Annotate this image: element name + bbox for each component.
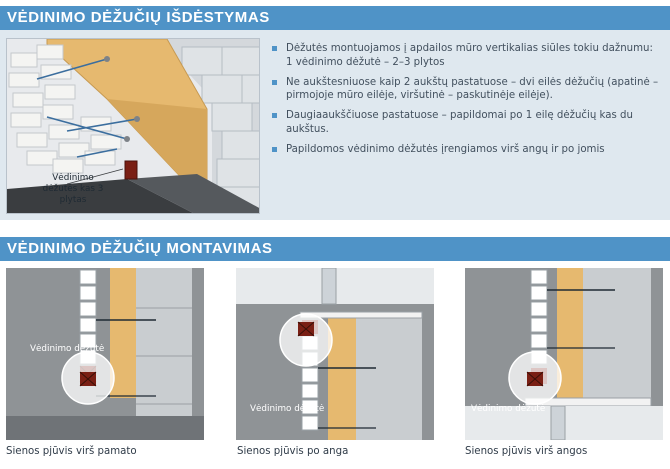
bullet-text: Papildomos vėdinimo dėžutės įrengiamos virš angų ir po jomis [286, 143, 605, 155]
figure-caption: Sienos pjūvis virš angos [465, 446, 588, 457]
vent-box-label: Vėdinimo dėžutė [30, 344, 105, 354]
bullet-text: Ne aukštesniuose kaip 2 aukštų pastatuose – dvi eilės dėžučių (apatinė – pirmojoje mūro eilėje, viršutinė – paskutinėje eilėje). [286, 76, 659, 101]
bullet-text: Daugiaaukščiuose pastatuose – papildomai po 1 eilę dėžučių kas du aukštus. [286, 110, 633, 135]
vent-box-label: Vėdinimo dėžutė [250, 404, 325, 414]
layout-bullet-list [272, 42, 662, 163]
bullet-text: Dėžutės montuojamos į apdailos mūro vertikalias siūles tokiu dažnumu: 1 vėdinimo dėžutė – 2–3 plytos [286, 43, 653, 68]
figure-caption: Sienos pjūvis virš pamato [6, 446, 137, 457]
bullet-square-icon [272, 46, 277, 51]
wall-section-above-opening [465, 268, 663, 440]
list-item [272, 109, 662, 136]
list-item [272, 76, 662, 103]
brick-wall-illustration [6, 38, 260, 214]
wall-section-below-opening [236, 268, 434, 440]
section-title-installation: VĖDINIMO DĖŽUČIŲ MONTAVIMAS [0, 237, 670, 261]
vent-box-label: Vėdinimo dėžutė [471, 404, 546, 414]
bullet-square-icon [272, 147, 277, 152]
section-title-layout: VĖDINIMO DĖŽUČIŲ IŠDĖSTYMAS [0, 6, 670, 30]
bullet-square-icon [272, 113, 277, 118]
list-item [272, 143, 662, 157]
wall-section-above-foundation [6, 268, 204, 440]
bullet-square-icon [272, 80, 277, 85]
figure-caption: Sienos pjūvis po anga [237, 446, 349, 457]
list-item [272, 42, 662, 69]
vent-box-frequency-label: Vėdinimo dėžutės kas 3 plytas [42, 173, 104, 205]
